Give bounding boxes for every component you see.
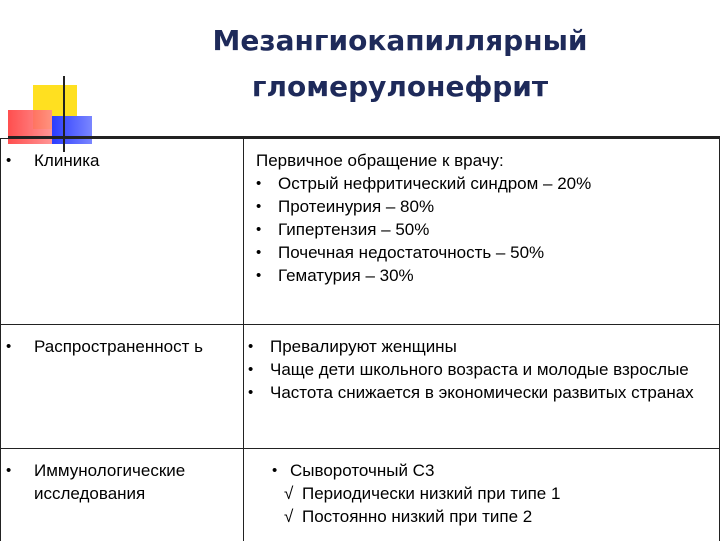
list-item-text: Сывороточный С3 (290, 461, 435, 480)
info-table (0, 138, 720, 541)
list-item (248, 381, 710, 404)
content-heading: Первичное обращение к врачу: (256, 151, 504, 170)
list-item (248, 335, 710, 358)
table-border-left (0, 325, 1, 448)
list-item-text: Чаще дети школьного возраста и молодые взрослые (270, 360, 689, 379)
list-item (252, 172, 714, 195)
bullet-icon: • (6, 338, 12, 355)
bullet-icon: • (6, 462, 12, 479)
list-item (248, 358, 710, 381)
bullet-icon: • (6, 152, 12, 169)
bullet-icon: • (248, 361, 254, 378)
bullet-icon: • (256, 198, 262, 215)
list-item (272, 459, 712, 482)
row-label: Распространенност ь (34, 337, 203, 356)
bullet-icon: • (256, 221, 262, 238)
bullet-icon: • (272, 462, 278, 479)
list-item (252, 264, 714, 287)
check-icon: √ (284, 484, 294, 503)
row-label: Клиника (34, 151, 100, 170)
row-content-cell (252, 149, 714, 287)
slide-title (180, 18, 620, 110)
list-item (252, 195, 714, 218)
sub-item (272, 482, 712, 505)
bullet-icon: • (248, 338, 254, 355)
row-label-cell (4, 335, 240, 358)
list-item-text: Почечная недостаточность – 50% (278, 243, 545, 262)
bullet-icon: • (256, 175, 262, 192)
table-row-immunology (0, 449, 720, 541)
row-label-cell (4, 149, 240, 172)
table-border-left (0, 139, 1, 324)
list-item (252, 218, 714, 241)
list-item (252, 241, 714, 264)
title-line-1: Мезангиокапиллярный (212, 24, 588, 57)
check-icon: √ (284, 507, 294, 526)
bullet-icon: • (256, 244, 262, 261)
list-item-text: Протеинурия – 80% (278, 197, 435, 216)
title-line-2: гломерулонефрит (251, 70, 549, 103)
list-item-text: Частота снижается в экономически развитых странах (270, 383, 694, 402)
row-label-cell (4, 459, 240, 505)
row-content-cell (248, 335, 710, 404)
sub-item-text: Постоянно низкий при типе 2 (302, 507, 533, 526)
sub-item-text: Периодически низкий при типе 1 (302, 484, 561, 503)
column-divider (243, 139, 244, 324)
column-divider (243, 325, 244, 448)
bullet-icon: • (248, 384, 254, 401)
list-item-text: Гематурия – 30% (278, 266, 414, 285)
sub-item (272, 505, 712, 528)
column-divider (243, 449, 244, 541)
list-item-text: Острый нефритический синдром – 20% (278, 174, 592, 193)
table-border-left (0, 449, 1, 541)
bullet-icon: • (256, 267, 262, 284)
list-item-text: Гипертензия – 50% (278, 220, 430, 239)
row-label: Иммунологические исследования (34, 461, 186, 503)
table-row-prevalence (0, 325, 720, 449)
table-row-clinic (0, 139, 720, 325)
row-content-cell (272, 459, 712, 528)
list-item-text: Превалируют женщины (270, 337, 457, 356)
